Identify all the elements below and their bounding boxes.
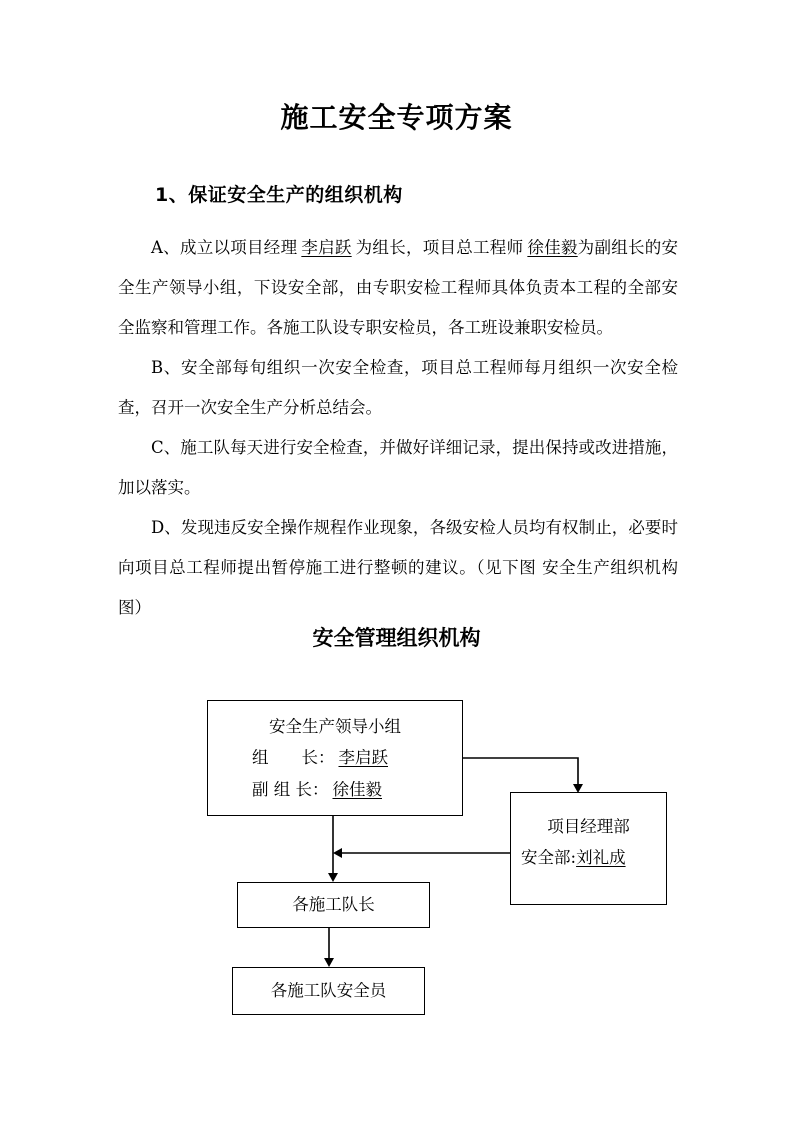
paragraph-d-text: D、发现违反安全操作规程作业现象，各级安检人员均有权制止，必要时向项目总工程师提出暂停施工进行整顿的建议。（见下图 安全生产组织机构图）: [118, 518, 678, 617]
node-construction-team-safety-officers-title: 各施工队安全员: [270, 981, 387, 1001]
paragraph-a-part3: 为副组长的安全生产领导小组，下设安全部，由专职安检工程师具体负责本工程的全部安全监察和管理工作。各施工队设专职安检员，各工班设兼职安检员。: [118, 238, 679, 337]
node-project-manager-department-title: 项目经理部: [547, 817, 630, 836]
node-construction-team-leaders: [237, 882, 430, 928]
deputy-name: 徐佳毅: [332, 779, 382, 799]
edge-team-leader-to-team-safety: [324, 928, 334, 967]
chief-engineer-name: 徐佳毅: [527, 238, 578, 257]
node-safety-leadership-group-title: 安全生产领导小组: [269, 717, 401, 736]
paragraph-d: [118, 508, 678, 628]
leader-name: 李启跃: [338, 748, 388, 768]
node-project-manager-department-safety: [511, 842, 666, 873]
paragraph-a-part1: A、成立以项目经理: [151, 238, 298, 257]
safety-dept-name: 刘礼成: [576, 848, 626, 868]
node-safety-leadership-group-deputy: [208, 774, 462, 805]
paragraph-b: [118, 348, 678, 428]
deputy-label: 副 组 长：: [252, 779, 329, 799]
edge-lead-group-to-team-leader: [328, 816, 338, 882]
node-construction-team-safety-officers: [232, 967, 425, 1015]
paragraph-a-text: [118, 228, 678, 348]
diagram-heading: 安全管理组织机构: [312, 626, 481, 650]
node-project-manager-department: [510, 792, 667, 905]
paragraph-b-text: B、安全部每旬组织一次安全检查，项目总工程师每月组织一次安全检查，召开一次安全生产分析总结会。: [118, 358, 678, 417]
paragraph-c-text: C、施工队每天进行安全检查，并做好详细记录，提出保持或改进措施，加以落实。: [118, 438, 678, 497]
safety-dept-label: 安全部:: [521, 848, 577, 868]
edge-pm-dept-to-team-leader: [333, 848, 510, 858]
page-title: 施工安全专项方案: [280, 101, 513, 134]
leader-label: 组 长：: [252, 748, 335, 768]
node-construction-team-leaders-title: 各施工队长: [292, 895, 375, 915]
paragraph-a: [118, 228, 678, 348]
node-safety-leadership-group: [207, 700, 463, 816]
section-heading: 1、保证安全生产的组织机构: [155, 184, 403, 206]
paragraph-c: [118, 428, 678, 508]
project-manager-name: 李启跃: [301, 238, 352, 257]
edge-lead-group-to-pm-dept: [463, 758, 583, 793]
paragraph-a-part2: 为组长，项目总工程师: [355, 238, 524, 257]
node-safety-leadership-group-leader: [208, 742, 462, 773]
